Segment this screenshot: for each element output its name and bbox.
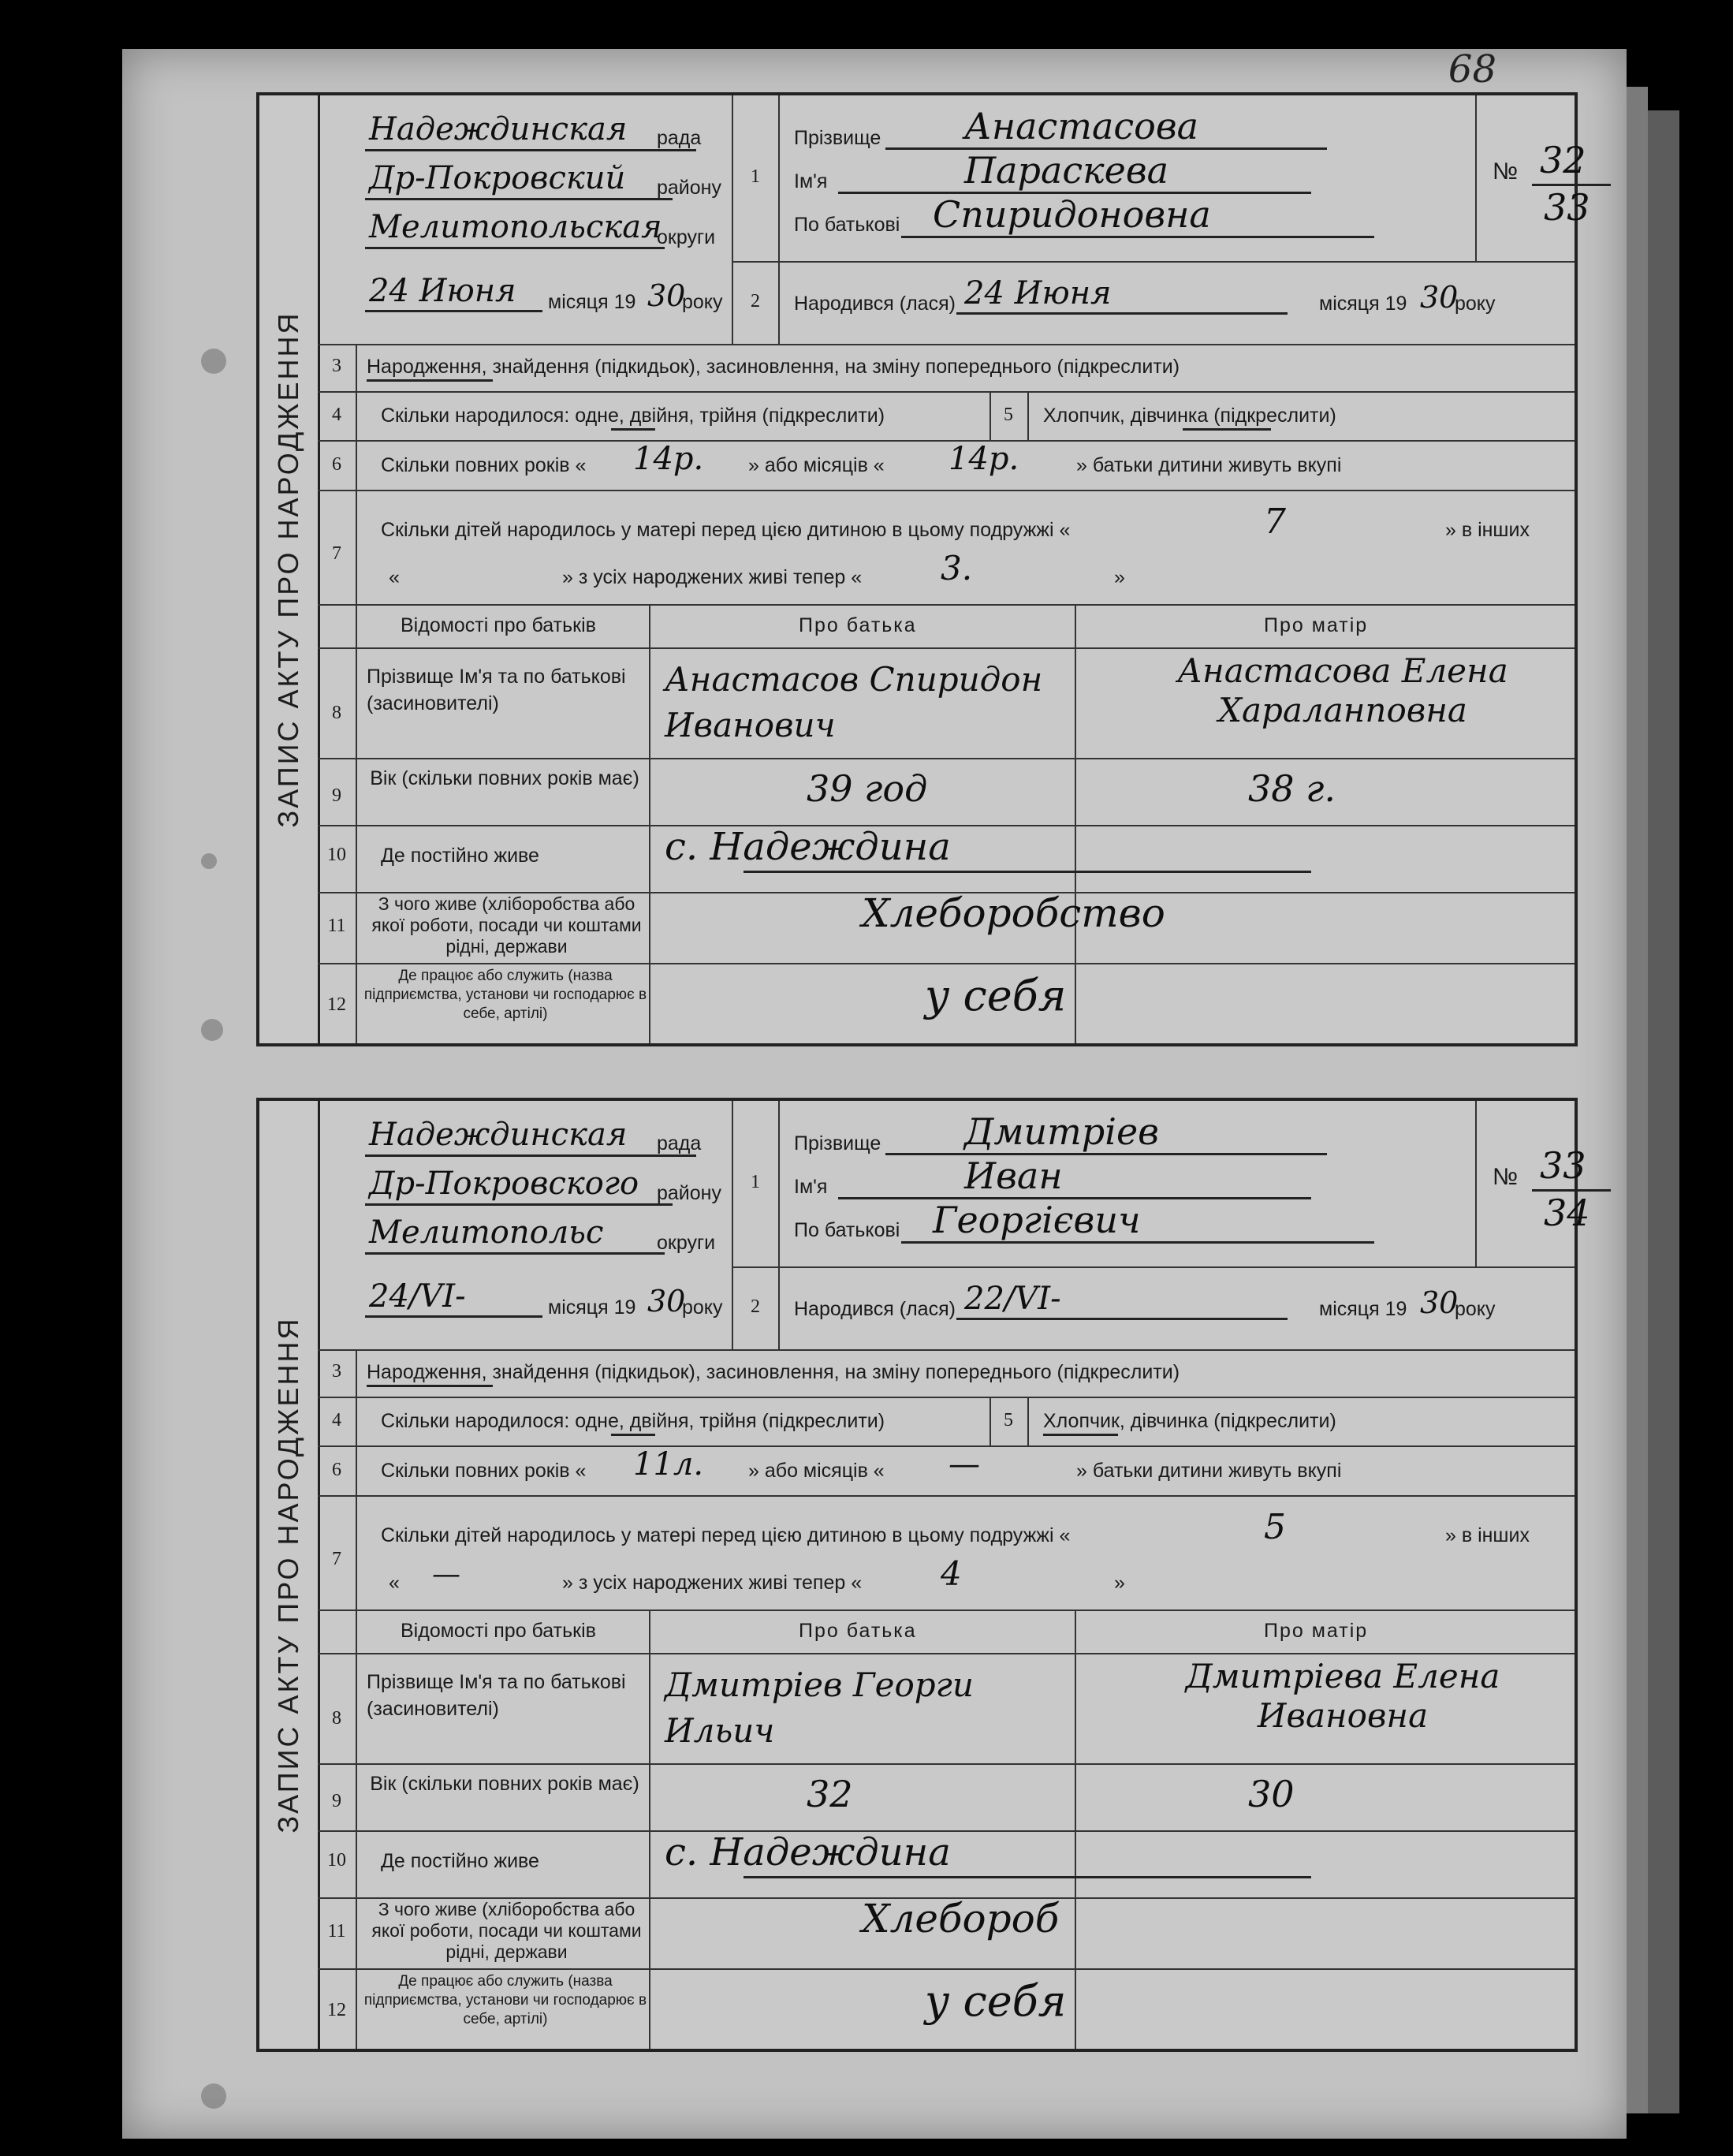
- form-rule-line: [365, 1154, 696, 1157]
- parents-info-header: Відомості про батьків: [401, 1620, 596, 1642]
- mother-name-value: Анастасова Елена Хараланповна: [1177, 651, 1508, 729]
- row-number-5: 5: [1004, 1410, 1013, 1430]
- form-rule-line: [1027, 1397, 1029, 1445]
- rayon-label: району: [657, 177, 721, 199]
- workplace-label: Де працює або служить (назва підприємства, установи чи господарює в себе, артілі): [363, 1973, 647, 2027]
- children-before-value: 5: [1264, 1507, 1286, 1547]
- row-number-10: 10: [327, 1850, 346, 1871]
- months-together-label: » або місяців «: [748, 454, 885, 476]
- paper-stain: [201, 1019, 223, 1041]
- residence-label: Де постійно живе: [381, 845, 539, 867]
- number-sign: №: [1493, 159, 1519, 185]
- mother-header: Про матір: [1264, 1620, 1369, 1642]
- years-together-label: Скільки повних років «: [381, 454, 587, 476]
- birth-year-value: 30: [1420, 1285, 1459, 1320]
- name-value: Иван: [964, 1154, 1063, 1197]
- paper-stain: [201, 349, 226, 374]
- form-rule-line: [901, 1241, 1374, 1244]
- page-number: 68: [1448, 47, 1496, 91]
- children-alive-label: » з усіх народжених живі тепер «: [562, 566, 863, 588]
- form-rule-line: [318, 344, 1575, 345]
- form-rule-line: [318, 963, 1575, 964]
- form-rule-line: [1075, 604, 1076, 1043]
- form-content: [318, 95, 1590, 1043]
- father-age-value: 39 год: [807, 767, 928, 810]
- row-number-2: 2: [751, 1296, 760, 1317]
- row-number-8: 8: [332, 703, 341, 723]
- form-rule-line: [1475, 1101, 1477, 1266]
- row-number-8: 8: [332, 1708, 341, 1729]
- birth-month-label: місяця 19: [1319, 293, 1407, 315]
- livelihood-label: З чого живе (хліборобства або якої роботи, посади чи коштами рідні, держави: [371, 1899, 642, 1962]
- surname-value: Дмитріев: [964, 1110, 1159, 1153]
- other-marriages-label: » в інших: [1445, 1524, 1530, 1546]
- father-name-value: Анастасов Спиридон Иванович: [665, 660, 1043, 744]
- form-rule-line: [318, 758, 1575, 759]
- other-open-quote: «: [389, 566, 400, 588]
- form-rule-line: [744, 1876, 1311, 1878]
- living-together-label: » батьки дитини живуть вкупі: [1076, 454, 1342, 476]
- reg-year-label: року: [682, 1296, 723, 1319]
- months-together-value: 14р.: [948, 441, 1019, 477]
- rayon-value: Др-Покровского: [369, 1166, 639, 1202]
- form-rule-line: [365, 198, 673, 200]
- form-rule-line: [744, 871, 1311, 873]
- form-rule-line: [318, 1653, 1575, 1654]
- form-rule-line: [365, 1203, 673, 1206]
- children-before-value: 7: [1264, 502, 1286, 542]
- father-header: Про батька: [799, 614, 917, 636]
- form-rule-line: [1475, 95, 1477, 261]
- row-number-4: 4: [332, 405, 341, 425]
- form-rule-line: [318, 1397, 1575, 1398]
- okrug-value: Мелитопольская: [369, 209, 662, 245]
- birth-day-value: 22/VI-: [964, 1281, 1061, 1317]
- paper-stain: [201, 853, 217, 869]
- months-together-label: » або місяців «: [748, 1460, 885, 1482]
- residence-label: Де постійно живе: [381, 1850, 539, 1872]
- form-rule-line: [365, 1315, 542, 1318]
- birth-label: Народився (лася): [794, 293, 956, 315]
- rada-value: Надеждинская: [369, 111, 628, 147]
- name-label: Ім'я: [794, 170, 828, 192]
- form-rule-line: [365, 247, 665, 249]
- reg-year-value: 30: [647, 278, 686, 313]
- form-rule-line: [318, 1349, 1575, 1351]
- children-alive-label: » з усіх народжених живі тепер «: [562, 1572, 863, 1594]
- sex-underline: [1043, 1434, 1118, 1436]
- name-value: Параскева: [964, 149, 1169, 192]
- parents-info-header: Відомості про батьків: [401, 614, 596, 636]
- surname-label: Прізвище: [794, 127, 881, 149]
- birth-year-label: року: [1455, 1298, 1496, 1320]
- form-rule-line: [356, 1349, 357, 2049]
- form-rule-line: [901, 236, 1374, 238]
- other-marriages-label: » в інших: [1445, 519, 1530, 541]
- side-title-column: [259, 1101, 320, 2049]
- years-together-value: 14р.: [633, 441, 704, 477]
- number-top: 32: [1540, 139, 1586, 181]
- form-rule-line: [885, 1153, 1327, 1155]
- form-rule-line: [778, 95, 780, 344]
- alive-close-quote: »: [1114, 566, 1125, 588]
- form-rule-line: [732, 1266, 1575, 1268]
- row-number-11: 11: [327, 1921, 346, 1942]
- mother-age-value: 30: [1248, 1773, 1295, 1815]
- livelihood-value: Хлебороб: [862, 1896, 1060, 1942]
- father-age-value: 32: [807, 1773, 853, 1815]
- birth-record-form-1: [256, 92, 1590, 1046]
- row-number-1: 1: [751, 1172, 760, 1192]
- years-together-value: 11л.: [633, 1446, 704, 1483]
- birth-day-value: 24 Июня: [964, 275, 1112, 311]
- form-rule-line: [956, 312, 1288, 315]
- row-number-6: 6: [332, 1460, 341, 1480]
- form-rule-line: [1027, 391, 1029, 440]
- workplace-label: Де працює або служить (назва підприємства, установи чи господарює в себе, артілі): [363, 968, 647, 1022]
- form-rule-line: [732, 95, 733, 344]
- birth-count-label: Скільки народилося: одне, двійня, трійня (підкреслити): [381, 405, 885, 427]
- birth-record-form-2: [256, 1098, 1590, 2052]
- row-number-1: 1: [751, 166, 760, 187]
- number-bottom: 33: [1544, 186, 1590, 229]
- name-label: Ім'я: [794, 1176, 828, 1198]
- alive-close-quote: »: [1114, 1572, 1125, 1594]
- patronymic-value: Георгієвич: [933, 1199, 1141, 1241]
- months-together-value: —: [948, 1446, 980, 1483]
- form-rule-line: [649, 1610, 650, 2049]
- children-alive-value: 4: [941, 1554, 962, 1593]
- birth-label: Народився (лася): [794, 1298, 956, 1320]
- form-rule-line: [611, 1434, 655, 1436]
- row-number-10: 10: [327, 845, 346, 865]
- rada-label: рада: [657, 1132, 702, 1154]
- side-title-column: [259, 95, 320, 1043]
- surname-value: Анастасова: [964, 105, 1199, 147]
- form-rule-line: [649, 604, 650, 1043]
- birth-type-label: Народження, знайдення (підкидьок), засиновлення, на зміну попереднього (підкреслити): [367, 1361, 1180, 1383]
- rada-value: Надеждинская: [369, 1117, 628, 1153]
- row-number-9: 9: [332, 785, 341, 806]
- form-rule-line: [367, 379, 493, 382]
- rada-label: рада: [657, 127, 702, 149]
- okrug-value: Мелитопольс: [369, 1214, 604, 1251]
- reg-day-value: 24/VI-: [369, 1278, 466, 1315]
- birth-year-label: року: [1455, 293, 1496, 315]
- form-rule-line: [732, 1101, 733, 1349]
- form-rule-line: [367, 1385, 493, 1387]
- years-together-label: Скільки повних років «: [381, 1460, 587, 1482]
- document-page: [122, 49, 1627, 2139]
- form-rule-line: [956, 1318, 1288, 1320]
- form-rule-line: [318, 604, 1575, 606]
- side-title: ЗАПИС АКТУ ПРО НАРОДЖЕННЯ: [272, 1316, 304, 1833]
- form-rule-line: [778, 1101, 780, 1349]
- children-alive-value: 3.: [941, 549, 973, 587]
- residence-value: с. Надеждина: [665, 825, 951, 869]
- surname-label: Прізвище: [794, 1132, 881, 1154]
- sex-underline: [1183, 428, 1271, 431]
- form-rule-line: [611, 428, 655, 431]
- row-number-11: 11: [327, 916, 346, 936]
- row-number-3: 3: [332, 1361, 341, 1382]
- form-rule-line: [732, 261, 1575, 263]
- okrug-label: округи: [657, 1232, 716, 1254]
- patronymic-label: По батькові: [794, 214, 900, 236]
- okrug-label: округи: [657, 226, 716, 248]
- rayon-value: Др-Покровский: [369, 160, 626, 196]
- livelihood-value: Хлеборобство: [862, 890, 1165, 936]
- paper-stain: [201, 2083, 226, 2109]
- mother-age-value: 38 г.: [1248, 767, 1336, 810]
- reg-month-label: місяця 19: [548, 291, 636, 313]
- row-number-6: 6: [332, 454, 341, 475]
- side-title: ЗАПИС АКТУ ПРО НАРОДЖЕННЯ: [272, 311, 304, 828]
- row-number-3: 3: [332, 356, 341, 376]
- form-rule-line: [365, 1252, 665, 1255]
- row-number-5: 5: [1004, 405, 1013, 425]
- form-rule-line: [318, 440, 1575, 442]
- patronymic-label: По батькові: [794, 1219, 900, 1241]
- other-open-quote: «: [389, 1572, 400, 1594]
- sex-label: Хлопчик, дівчинка (підкреслити): [1043, 405, 1336, 427]
- sex-label: Хлопчик, дівчинка (підкреслити): [1043, 1410, 1336, 1432]
- workplace-value: у себя: [925, 1976, 1067, 2026]
- workplace-value: у себя: [925, 971, 1067, 1020]
- form-rule-line: [356, 344, 357, 1043]
- residence-value: с. Надеждина: [665, 1830, 951, 1874]
- patronymic-value: Спиридоновна: [933, 193, 1211, 236]
- row-number-7: 7: [332, 543, 341, 564]
- age-label: Вік (скільки повних років має): [370, 767, 639, 789]
- mother-name-value: Дмитріева Елена Ивановна: [1185, 1657, 1500, 1735]
- reg-year-value: 30: [647, 1284, 686, 1319]
- parent-name-label: Прізвище Ім'я та по батькові (засиновителі): [367, 1671, 626, 1720]
- age-label: Вік (скільки повних років має): [370, 1773, 639, 1795]
- form-rule-line: [318, 1445, 1575, 1447]
- rayon-label: району: [657, 1182, 721, 1204]
- form-rule-line: [318, 1495, 1575, 1497]
- row-number-12: 12: [327, 994, 346, 1015]
- form-rule-line: [318, 391, 1575, 393]
- form-rule-line: [318, 647, 1575, 649]
- row-number-7: 7: [332, 1549, 341, 1569]
- number-sign: №: [1493, 1164, 1519, 1190]
- birth-month-label: місяця 19: [1319, 1298, 1407, 1320]
- form-rule-line: [318, 1968, 1575, 1970]
- mother-header: Про матір: [1264, 614, 1369, 636]
- parent-name-label: Прізвище Ім'я та по батькові (засиновителі): [367, 666, 626, 714]
- father-header: Про батька: [799, 1620, 917, 1642]
- row-number-4: 4: [332, 1410, 341, 1430]
- form-rule-line: [1075, 1610, 1076, 2049]
- birth-count-label: Скільки народилося: одне, двійня, трійня (підкреслити): [381, 1410, 885, 1432]
- row-number-12: 12: [327, 2000, 346, 2020]
- birth-type-label: Народження, знайдення (підкидьок), засиновлення, на зміну попереднього (підкреслити): [367, 356, 1180, 378]
- form-rule-line: [318, 490, 1575, 491]
- row-number-2: 2: [751, 291, 760, 311]
- form-content: [318, 1101, 1590, 2049]
- birth-year-value: 30: [1420, 280, 1459, 315]
- form-rule-line: [365, 310, 542, 312]
- reg-year-label: року: [682, 291, 723, 313]
- children-other-value: —: [432, 1558, 460, 1591]
- number-top: 33: [1540, 1144, 1586, 1187]
- number-bottom: 34: [1544, 1192, 1590, 1234]
- living-together-label: » батьки дитини живуть вкупі: [1076, 1460, 1342, 1482]
- form-rule-line: [318, 1763, 1575, 1765]
- form-rule-line: [318, 1610, 1575, 1611]
- father-name-value: Дмитріев Георги Ильич: [665, 1665, 974, 1750]
- form-rule-line: [365, 149, 696, 151]
- children-before-label: Скільки дітей народилось у матері перед цією дитиною в цьому подружжі «: [381, 519, 1071, 541]
- reg-month-label: місяця 19: [548, 1296, 636, 1319]
- reg-day-value: 24 Июня: [369, 273, 516, 309]
- children-before-label: Скільки дітей народилось у матері перед цією дитиною в цьому подружжі «: [381, 1524, 1071, 1546]
- livelihood-label: З чого живе (хліборобства або якої роботи, посади чи коштами рідні, держави: [371, 893, 642, 957]
- row-number-9: 9: [332, 1791, 341, 1811]
